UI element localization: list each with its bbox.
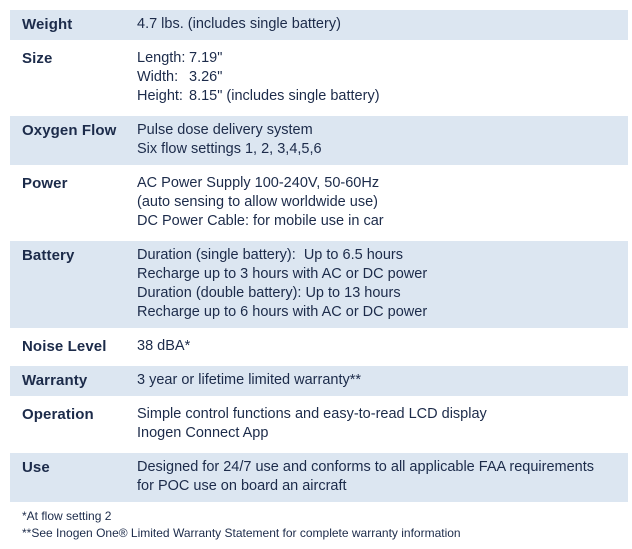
spec-row-size <box>10 44 628 112</box>
spec-line: Recharge up to 6 hours with AC or DC power <box>137 304 428 320</box>
spec-row-oxygen-flow <box>10 116 628 165</box>
spec-line: 38 dBA* <box>137 338 191 354</box>
spec-line: 4.7 lbs. (includes single battery) <box>137 16 341 32</box>
spec-line: AC Power Supply 100-240V, 50-60Hz <box>137 175 380 191</box>
spec-table <box>10 10 628 506</box>
spec-line: Pulse dose delivery system <box>137 122 313 138</box>
spec-line: Recharge up to 3 hours with AC or DC power <box>137 266 428 282</box>
dimension-line <box>137 49 628 68</box>
spec-label: Use <box>22 459 50 476</box>
spec-label: Noise Level <box>22 338 107 355</box>
spec-line: Simple control functions and easy-to-read LCD display <box>137 406 487 422</box>
spec-value <box>137 405 628 443</box>
spec-line: (auto sensing to allow worldwide use) <box>137 194 378 210</box>
spec-row-noise-level <box>10 332 628 362</box>
spec-value <box>137 337 628 356</box>
spec-line: for POC use on board an aircraft <box>137 478 347 494</box>
spec-row-battery <box>10 241 628 328</box>
dimension-name: Height: <box>137 88 183 104</box>
dimension-value: 7.19" <box>189 50 223 66</box>
dimension-value: 3.26" <box>189 69 223 85</box>
spec-row-operation <box>10 400 628 449</box>
spec-label: Weight <box>22 16 73 33</box>
spec-line: Duration (single battery): Up to 6.5 hours <box>137 247 403 263</box>
spec-line: Duration (double battery): Up to 13 hours <box>137 285 401 301</box>
spec-row-power <box>10 169 628 237</box>
spec-line: 3 year or lifetime limited warranty** <box>137 372 362 388</box>
spec-line: Designed for 24/7 use and conforms to all applicable FAA requirements <box>137 459 595 475</box>
spec-row-warranty <box>10 366 628 396</box>
spec-label: Oxygen Flow <box>22 122 117 139</box>
dimension-line <box>137 87 628 106</box>
footnotes <box>22 508 461 542</box>
footnote-flow-setting: *At flow setting 2 <box>22 509 112 523</box>
dimension-name: Width: <box>137 69 179 85</box>
spec-row-weight <box>10 10 628 40</box>
spec-value <box>137 121 628 159</box>
spec-value <box>137 15 628 34</box>
spec-value <box>137 49 628 106</box>
spec-value <box>137 174 628 231</box>
spec-label: Operation <box>22 406 94 423</box>
spec-label: Battery <box>22 247 75 264</box>
spec-value <box>137 458 628 496</box>
footnote-warranty-statement: **See Inogen One® Limited Warranty Statement for complete warranty information <box>22 526 461 540</box>
spec-row-use <box>10 453 628 502</box>
spec-label: Power <box>22 175 68 192</box>
spec-value <box>137 371 628 390</box>
spec-line: DC Power Cable: for mobile use in car <box>137 213 384 229</box>
spec-line: Six flow settings 1, 2, 3,4,5,6 <box>137 141 322 157</box>
spec-label: Size <box>22 50 53 67</box>
spec-line: Inogen Connect App <box>137 425 269 441</box>
spec-value <box>137 246 628 322</box>
dimension-value: 8.15" (includes single battery) <box>189 88 380 104</box>
spec-label: Warranty <box>22 372 88 389</box>
dimension-name: Length: <box>137 50 186 66</box>
dimension-line <box>137 68 628 87</box>
